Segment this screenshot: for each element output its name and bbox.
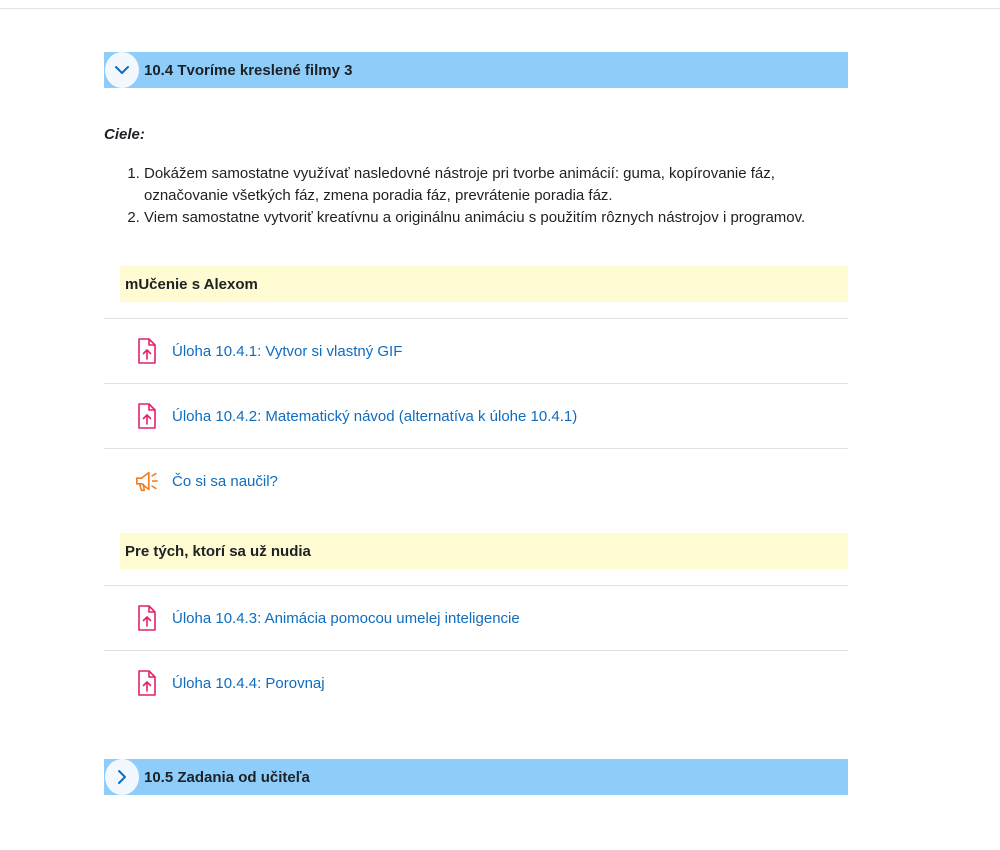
activity-item bbox=[134, 336, 402, 366]
activity-link[interactable]: Čo si sa naučil? bbox=[172, 472, 278, 490]
assignment-upload-icon bbox=[134, 668, 160, 698]
goal-item: 1. Dokážem samostatne využívať nasledovné nástroje pri tvorbe animácií: guma, kopírovanie fáz, označovanie všetkých fáz, zmena poradia fáz, prevrátenie poradia fáz. bbox=[144, 163, 844, 207]
megaphone-icon bbox=[134, 466, 160, 496]
section-header-10-5 bbox=[104, 759, 848, 795]
activity-link[interactable]: Úloha 10.4.2: Matematický návod (alternatíva k úlohe 10.4.1) bbox=[172, 407, 578, 425]
subheading-mucenie: mUčenie s Alexom bbox=[120, 266, 848, 302]
subheading-pre-tych: Pre tých, ktorí sa už nudia bbox=[120, 533, 848, 569]
activity-link[interactable]: Úloha 10.4.4: Porovnaj bbox=[172, 674, 325, 692]
activity-item bbox=[134, 603, 520, 633]
activity-item bbox=[134, 668, 325, 698]
assignment-upload-icon bbox=[134, 336, 160, 366]
section-toggle-button[interactable] bbox=[105, 759, 139, 795]
goal-item: 2. Viem samostatne vytvoriť kreatívnu a originálnu animáciu s použitím rôznych nástrojov i programov. bbox=[144, 207, 844, 229]
divider bbox=[104, 383, 848, 384]
divider bbox=[104, 448, 848, 449]
divider bbox=[104, 318, 848, 319]
divider bbox=[104, 650, 848, 651]
divider bbox=[104, 585, 848, 586]
activity-item bbox=[134, 401, 577, 431]
chevron-right-icon bbox=[114, 769, 130, 785]
activity-item bbox=[134, 466, 278, 496]
section-title[interactable]: 10.4 Tvoríme kreslené filmy 3 bbox=[144, 61, 353, 79]
activity-link[interactable]: Úloha 10.4.1: Vytvor si vlastný GIF bbox=[172, 342, 403, 360]
assignment-upload-icon bbox=[134, 603, 160, 633]
assignment-upload-icon bbox=[134, 401, 160, 431]
section-header-10-4 bbox=[104, 52, 848, 88]
activity-link[interactable]: Úloha 10.4.3: Animácia pomocou umelej inteligencie bbox=[172, 609, 520, 627]
goals-list bbox=[104, 163, 844, 229]
section-title[interactable]: 10.5 Zadania od učiteľa bbox=[144, 768, 310, 786]
section-toggle-button[interactable] bbox=[105, 52, 139, 88]
top-navbar-edge bbox=[0, 0, 1000, 9]
goals-label: Ciele: bbox=[104, 126, 145, 143]
chevron-down-icon bbox=[114, 62, 130, 78]
